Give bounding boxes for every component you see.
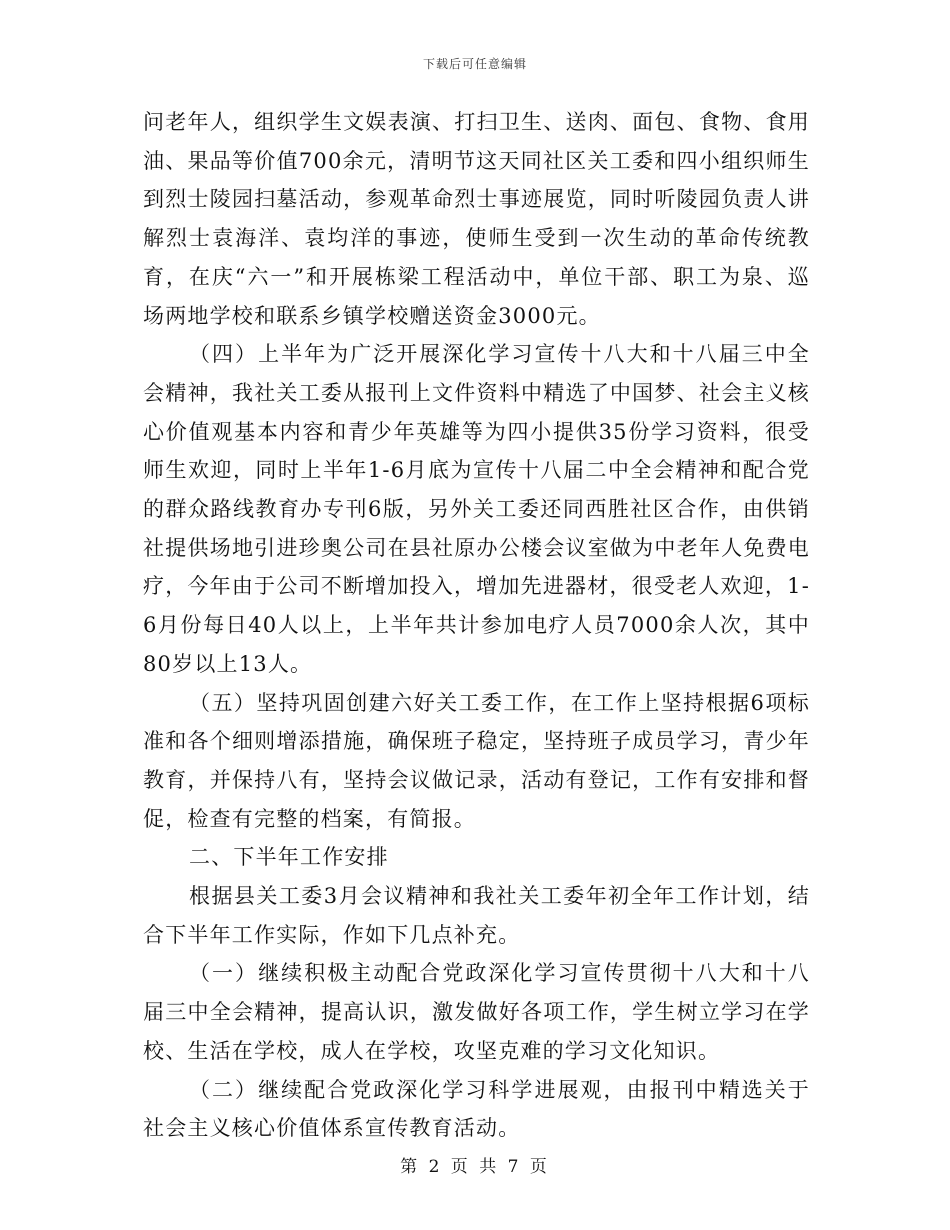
paragraph-item-four: （四）上半年为广泛开展深化学习宣传十八大和十八届三中全会精神，我社关工委从报刊上文件资料中精选了中国梦、社会主义核心价值观基本内容和青少年英雄等为四小提供35份学习资料，很受师生欢迎，同时上半年1-6月底为宣传十八届二中全会精神和配合党的群众路线教育办专刊6版，另外关工委还同西胜社区合作，由供销社提供场地引进珍奥公司在县社原办公楼会议室做为中老年人免费电疗，今年由于公司不断增加投入，增加先进器材，很受老人欢迎，1-6月份每日40人以上，上半年共计参加电疗人员7000余人次，其中80岁以上13人。 bbox=[143, 342, 810, 676]
section-heading-second-half-plan: 二、下半年工作安排 bbox=[189, 845, 389, 870]
paragraph-item-one: （一）继续积极主动配合党政深化学习宣传贯彻十八大和十八届三中全会精神，提高认识，激发做好各项工作，学生树立学习在学校、生活在学校，成人在学校，攻坚克难的学习文化知识。 bbox=[143, 961, 810, 1063]
document-body bbox=[143, 103, 810, 1148]
paragraph-continuation: 问老年人，组织学生文娱表演、打扫卫生、送肉、面包、食物、食用油、果品等价值700余元，清明节这天同社区关工委和四小组织师生到烈士陵园扫墓活动，参观革命烈士事迹展览，同时听陵园负责人讲解烈士袁海洋、袁均洋的事迹，使师生受到一次生动的革命传统教育，在庆“六一”和开展栋梁工程活动中，单位干部、职工为泉、巡场两地学校和联系乡镇学校赠送资金3000元。 bbox=[143, 110, 810, 328]
paragraph-item-two: （二）继续配合党政深化学习科学进展观，由报刊中精选关于社会主义核心价值体系宣传教育活动。 bbox=[143, 1077, 810, 1141]
paragraph-item-five: （五）坚持巩固创建六好关工委工作，在工作上坚持根据6项标准和各个细则增添措施，确保班子稳定，坚持班子成员学习，青少年教育，并保持八有，坚持会议做记录，活动有登记，工作有安排和督促，检查有完整的档案，有简报。 bbox=[143, 690, 810, 831]
page-number-footer: 第 2 页 共 7 页 bbox=[400, 1157, 550, 1177]
paragraph-intro: 根据县关工委3月会议精神和我社关工委年初全年工作计划，结合下半年工作实际，作如下几点补充。 bbox=[143, 884, 810, 947]
page-header-note: 下载后可任意编辑 bbox=[422, 57, 527, 71]
